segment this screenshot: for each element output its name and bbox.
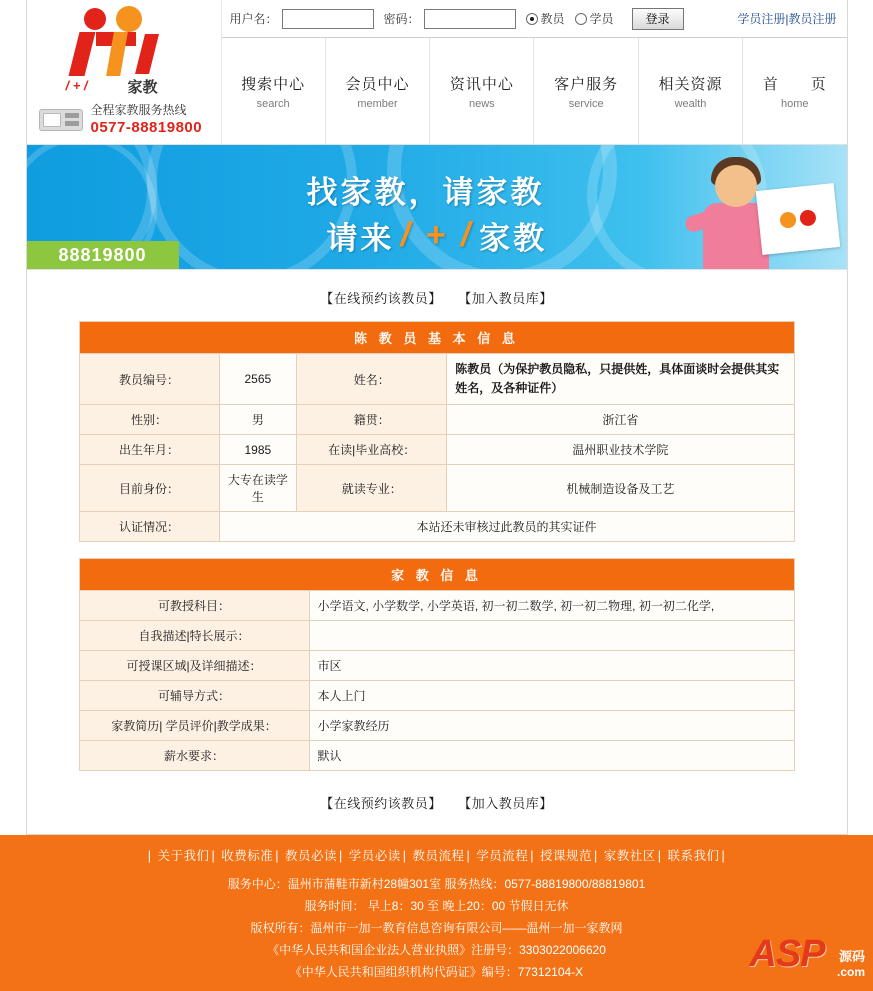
username-input[interactable] [282,9,374,29]
nav-label-en: search [256,97,290,110]
value-school: 温州职业技术学院 [447,435,794,465]
join-teacher-db-link-bottom[interactable]: 【加入教员库】 [458,796,553,812]
table-row [79,465,794,512]
footer-nav-sep: | [339,849,343,864]
footer-link-teaching-norms[interactable]: 授课规范 [539,849,592,864]
footer-link-fees[interactable]: 收费标准 [221,849,274,864]
action-links-top [27,270,847,321]
login-button[interactable]: 登录 [632,8,684,30]
teacher-basic-info-title-row [79,322,794,354]
label-experience: 家教简历| 学员评价|教学成果： [79,711,309,741]
register-links [737,10,846,27]
nav-item-news[interactable] [430,38,534,144]
radio-student-icon[interactable] [575,13,587,25]
label-school: 在读|毕业高校： [297,435,447,465]
footer-nav-sep: | [530,849,534,864]
table-row [79,621,794,651]
label-major: 就读专业： [297,465,447,512]
footer-nav-sep: | [721,849,726,864]
radio-teacher-icon[interactable] [526,13,538,25]
label-gender: 性别： [79,405,219,435]
asp-badge-text: ASP [749,933,825,976]
asp-source-badge [707,935,867,987]
nav-label-en: member [357,97,398,110]
value-experience: 小学家教经历 [309,711,794,741]
role-student-option[interactable] [575,10,614,27]
footer-hours: 服务时间： 早上8：30 至 晚上20：00 节假日无休 [304,898,569,913]
footer-nav-sep: | [402,849,407,864]
table-row [79,651,794,681]
value-certification: 本站还未审核过此教员的其实证件 [219,512,794,542]
label-subjects: 可教授科目： [79,591,309,621]
book-teacher-link-top[interactable]: 【在线预约该教员】 [320,291,442,306]
site-logo-icon[interactable]: / + / 家教 [44,6,204,98]
table-row [79,741,794,771]
label-birth: 出生年月： [79,435,219,465]
label-teaching-area: 可授课区域|及详细描述： [79,651,309,681]
site-footer [0,835,873,991]
footer-org-code: 《中华人民共和国组织机构代码证》编号：77312104-X [289,965,584,980]
role-radio-group [526,10,624,27]
asp-badge-sub: .com [836,965,865,980]
nav-label-cn: 搜索中心 [241,75,306,93]
hotline-block [27,102,221,138]
value-gender: 男 [219,405,297,435]
value-teaching-area: 市区 [309,651,794,681]
main-nav [222,38,847,144]
promo-banner[interactable] [27,145,847,270]
nav-item-home[interactable] [743,38,846,144]
teacher-register-link[interactable]: 教员注册 [788,12,837,26]
nav-item-member[interactable] [326,38,430,144]
label-self-description: 自我描述|特长展示： [79,621,309,651]
footer-copyright: 版权所有：温州市一加一教育信息咨询有限公司——温州一加一家教网 [250,920,623,935]
banner-headline-2 [327,213,548,258]
nav-item-service[interactable] [534,38,638,144]
nav-label-en: home [781,97,809,110]
table-row [79,354,794,405]
footer-link-student-must-read[interactable]: 学员必读 [348,849,401,864]
teacher-basic-info-table [79,321,795,542]
value-birth: 1985 [219,435,297,465]
header-right-column [222,0,847,144]
register-link-separator: | [785,12,789,26]
value-major: 机械制造设备及工艺 [447,465,794,512]
table-row [79,591,794,621]
footer-nav-sep: | [657,849,662,864]
banner-headline-2-suffix: 家教 [479,221,548,256]
table-row [79,435,794,465]
label-teacher-name: 姓名： [297,354,447,405]
value-identity: 大专在读学生 [219,465,297,512]
book-teacher-link-bottom[interactable]: 【在线预约该教员】 [320,796,442,812]
asp-badge-cn: 源码 [838,949,865,965]
footer-nav-sep: | [275,849,279,864]
site-header [27,0,847,145]
label-tutoring-mode: 可辅导方式： [79,681,309,711]
value-salary: 默认 [309,741,794,771]
join-teacher-db-link-top[interactable]: 【加入教员库】 [458,291,553,306]
footer-nav-sep: | [147,849,152,864]
footer-address: 服务中心：温州市蒲鞋市新村28幢301室 服务热线：0577-88819800/88819801 [227,876,646,891]
login-bar [222,0,847,38]
role-teacher-option[interactable] [526,10,565,27]
footer-link-teacher-must-read[interactable]: 教员必读 [284,849,337,864]
footer-link-community[interactable]: 家教社区 [603,849,656,864]
nav-label-cn: 客户服务 [554,75,619,93]
value-subjects: 小学语文, 小学数学, 小学英语, 初一初二数学, 初一初二物理, 初一初二化学, [309,591,794,621]
banner-headline-2-prefix: 请来 [326,221,395,256]
label-teacher-id: 教员编号： [79,354,219,405]
table-row [79,711,794,741]
footer-nav-sep: | [594,849,598,864]
role-student-label: 学员 [589,12,614,26]
value-teacher-id: 2565 [219,354,297,405]
table-row [79,405,794,435]
footer-link-about[interactable]: 关于我们 [157,849,210,864]
nav-label-cn: 会员中心 [345,75,410,93]
hotline-label: 全程家教服务热线 [90,103,187,117]
nav-item-search[interactable] [222,38,326,144]
label-certification: 认证情况： [79,512,219,542]
banner-slash-mark: / + / [400,216,474,254]
student-register-link[interactable]: 学员注册 [737,12,786,26]
teacher-basic-info-title: 陈 教 员 基 本 信 息 [79,322,794,354]
logo-column [27,0,222,144]
footer-nav-sep: | [466,849,471,864]
nav-label-cn: 相关资源 [658,75,723,93]
hotline-number: 0577-88819800 [90,119,203,137]
footer-link-student-process[interactable]: 学员流程 [476,849,529,864]
banner-headline-1: 找家教，请家教 [306,175,545,210]
table-row [79,512,794,542]
nav-label-en: service [568,97,604,110]
footer-nav-sep: | [211,849,216,864]
value-self-description [309,621,794,651]
site-header-wrapper [26,0,848,270]
main-content [26,270,848,835]
table-row [79,681,794,711]
value-hometown: 浙江省 [447,405,794,435]
footer-link-teacher-process[interactable]: 教员流程 [412,849,465,864]
role-teacher-label: 教员 [540,12,565,26]
label-salary: 薪水要求： [79,741,309,771]
phone-icon [39,103,85,137]
nav-item-wealth[interactable] [639,38,743,144]
label-hometown: 籍贯： [297,405,447,435]
tutor-info-table [79,558,795,771]
footer-nav [0,845,873,872]
banner-card-illustration [755,183,839,255]
action-links-bottom [27,787,847,828]
footer-link-contact[interactable]: 联系我们 [667,849,720,864]
tutor-info-title-row [79,559,794,591]
teacher-basic-info-table-wrap [79,321,795,542]
value-tutoring-mode: 本人上门 [309,681,794,711]
password-input[interactable] [424,9,516,29]
value-teacher-name: 陈教员（为保护教员隐私，只提供姓，具体面谈时会提供其实姓名，及各种证件） [447,354,794,405]
username-label: 用户名： [229,12,278,26]
banner-phone: 88819800 [27,241,179,269]
footer-license: 《中华人民共和国企业法人营业执照》注册号：3303022006620 [267,943,606,958]
nav-label-cn: 资讯中心 [449,75,514,93]
tutor-info-table-wrap [79,558,795,771]
password-label: 密码： [383,12,420,26]
nav-label-cn: 首 页 [762,75,827,93]
nav-label-en: wealth [674,97,707,110]
tutor-info-title: 家 教 信 息 [79,559,794,591]
nav-label-en: news [468,97,495,110]
label-identity: 目前身份： [79,465,219,512]
